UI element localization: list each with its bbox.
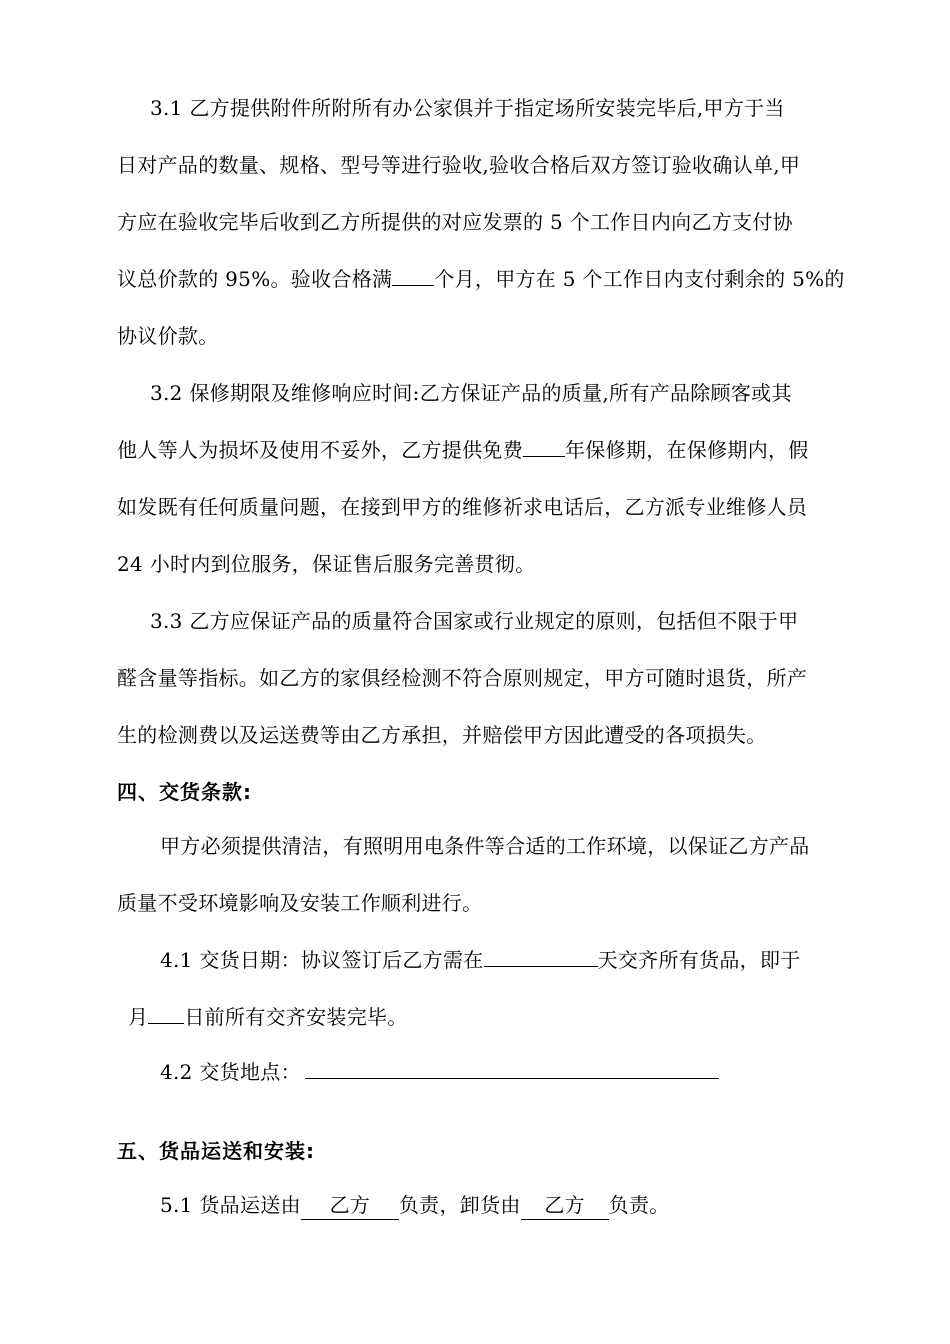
clause-4-2-line	[160, 1058, 920, 1086]
clause-3-2-line-2	[117, 436, 877, 464]
section-4-heading: 四、交货条款:	[117, 780, 252, 804]
transport-party: 乙方	[301, 1191, 399, 1220]
clause-3-2-line-2-text-a: 他人等人为损坏及使用不妥外，乙方提供免费	[117, 438, 523, 462]
delivery-location-label: 4.2 交货地点：	[160, 1060, 301, 1084]
clause-5-1-line	[160, 1191, 920, 1220]
months-blank	[392, 265, 434, 286]
clause-3-1-line-3: 方应在验收完毕后收到乙方所提供的对应发票的 5 个工作日内向乙方支付协	[117, 210, 793, 234]
clause-4-1-text-a: 4.1 交货日期：协议签订后乙方需在	[160, 948, 484, 972]
clause-3-3-line-3: 生的检测费以及运送费等由乙方承担，并赔偿甲方因此遭受的各项损失。	[117, 723, 767, 747]
clause-3-2-line-2-text-b: 年保修期，在保修期内，假	[565, 438, 809, 462]
warranty-years-blank	[523, 436, 565, 457]
clause-5-1-text-b: 负责，卸货由	[398, 1193, 521, 1217]
clause-5-1-text-c: 负责。	[608, 1193, 670, 1217]
clause-4-1-text-b: 天交齐所有货品，即于	[597, 948, 801, 972]
clause-3-1-line-4-text-a: 议总价款的 95%。验收合格满	[117, 267, 393, 291]
clause-3-1-line-4	[117, 265, 877, 293]
clause-3-1-line-4-text-b: 个月，甲方在 5 个工作日内支付剩余的 5%的	[434, 267, 845, 291]
clause-5-1-text-a: 5.1 货品运送由	[160, 1193, 301, 1217]
clause-4-1-line-2	[128, 1003, 888, 1031]
clause-3-1-line-1: 3.1 乙方提供附件所附所有办公家俱并于指定场所安装完毕后,甲方于当	[150, 96, 785, 120]
section-5-heading: 五、货品运送和安装:	[117, 1139, 315, 1163]
section-4-intro-line-2: 质量不受环境影响及安装工作顺利进行。	[117, 891, 483, 915]
unloading-party: 乙方	[521, 1191, 609, 1220]
delivery-location-blank	[305, 1058, 719, 1079]
clause-4-1-line-1	[160, 946, 920, 974]
delivery-days-blank	[484, 946, 598, 967]
delivery-day-blank	[148, 1003, 184, 1024]
clause-3-3-line-2: 醛含量等指标。如乙方的家俱经检测不符合原则规定，甲方可随时退货，所产	[117, 666, 808, 690]
section-4-intro-line-1: 甲方必须提供清洁，有照明用电条件等合适的工作环境，以保证乙方产品	[160, 834, 810, 858]
clause-3-2-line-4: 24 小时内到位服务，保证售后服务完善贯彻。	[117, 552, 536, 576]
clause-3-1-line-5: 协议价款。	[117, 324, 219, 348]
clause-3-3-line-1: 3.3 乙方应保证产品的质量符合国家或行业规定的原则，包括但不限于甲	[150, 609, 799, 633]
clause-3-2-line-1: 3.2 保修期限及维修响应时间:乙方保证产品的质量,所有产品除顾客或其	[150, 381, 792, 405]
clause-3-2-line-3: 如发既有任何质量问题，在接到甲方的维修祈求电话后，乙方派专业维修人员	[117, 495, 808, 519]
clause-3-1-line-2: 日对产品的数量、规格、型号等进行验收,验收合格后双方签订验收确认单,甲	[117, 153, 801, 177]
clause-4-1-month-text: 月	[128, 1005, 149, 1029]
clause-4-1-line-2-text: 日前所有交齐安装完毕。	[184, 1005, 408, 1029]
